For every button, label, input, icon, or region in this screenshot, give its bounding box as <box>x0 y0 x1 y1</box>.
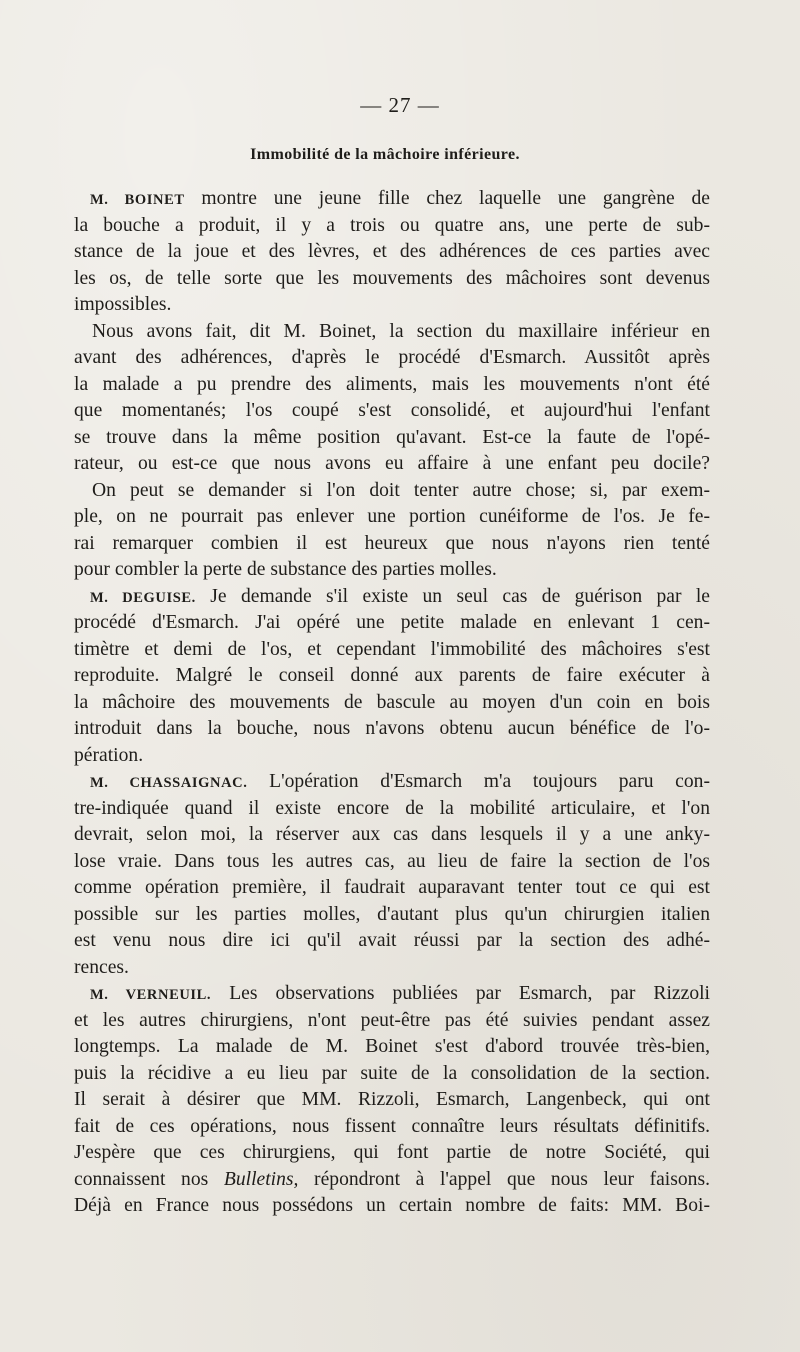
text-line: pour combler la perte de substance des parties molles. <box>74 559 497 580</box>
text-line: Déjà en France nous possédons un certain nombre de faits: MM. Boi- <box>74 1195 710 1216</box>
body-text <box>74 186 710 1220</box>
text-line: rateur, ou est-ce que nous avons eu affaire à une enfant peu docile? <box>74 453 710 474</box>
text-line: est venu nous dire ici qu'il avait réussi par la section des adhé- <box>74 930 710 951</box>
text-line: introduit dans la bouche, nous n'avons obtenu aucun bénéfice de l'o- <box>74 718 710 739</box>
text-line: avant des adhérences, d'après le procédé d'Esmarch. Aussitôt après <box>74 347 710 368</box>
text-line: fait de ces opérations, nous fissent connaître leurs résultats définitifs. <box>74 1115 710 1137</box>
text-line: timètre et demi de l'os, et cependant l'immobilité des mâchoires s'est <box>74 638 710 660</box>
text-line: lose vraie. Dans tous les autres cas, au lieu de faire la section de l'os <box>74 850 710 872</box>
text-line: que momentanés; l'os coupé s'est consolidé, et aujourd'hui l'enfant <box>74 400 710 421</box>
text-line: rai remarquer combien il est heureux que nous n'ayons rien tenté <box>74 532 710 554</box>
text-line: puis la récidive a eu lieu par suite de la consolidation de la section. <box>74 1062 710 1084</box>
text-line: possible sur les parties molles, d'autant plus qu'un chirurgien italien <box>74 903 710 925</box>
italic-title: Bulletins, <box>223 1168 299 1190</box>
text-line: et les autres chirurgiens, n'ont peut-être pas été suivies pendant assez <box>74 1009 710 1031</box>
speaker-name: M. BOINET <box>90 192 185 208</box>
text-line: devrait, selon moi, la réserver aux cas dans lesquels il y a une anky- <box>74 824 710 845</box>
text-line: longtemps. La malade de M. Boinet s'est d'abord trouvée très-bien, <box>74 1036 710 1057</box>
text-line: rences. <box>74 956 129 978</box>
text-line: connaissent nos Bulletins, répondront à l'appel que nous leur faisons. <box>74 1168 710 1190</box>
text-line: Nous avons fait, dit M. Boinet, la section du maxillaire inférieur en <box>92 320 710 342</box>
text-line: reproduite. Malgré le conseil donné aux parents de faire exécuter à <box>74 665 710 686</box>
speaker-name: M. VERNEUIL. <box>90 987 212 1003</box>
text-line: la bouche a produit, il y a trois ou quatre ans, une perte de sub- <box>74 214 710 236</box>
text-line: On peut se demander si l'on doit tenter autre chose; si, par exem- <box>92 479 710 501</box>
text-line: les os, de telle sorte que les mouvements des mâchoires sont devenus <box>74 267 710 289</box>
text-line: J'espère que ces chirurgiens, qui font partie de notre Société, qui <box>74 1142 710 1163</box>
text-line: pération. <box>74 744 144 766</box>
text-line: tre-indiquée quand il existe encore de la mobilité articulaire, et l'on <box>74 797 710 819</box>
text-line: M. VERNEUIL. Les observations publiées par Esmarch, par Rizzoli <box>90 983 710 1004</box>
text-line: stance de la joue et des lèvres, et des adhérences de ces parties avec <box>74 241 710 262</box>
page-number: — 27 — <box>360 93 440 117</box>
speaker-name: M. DEGUISE. <box>90 589 196 606</box>
text-line: procédé d'Esmarch. J'ai opéré une petite malade en enlevant 1 cen- <box>74 612 710 633</box>
text-line: comme opération première, il faudrait auparavant tenter tout ce qui est <box>74 877 710 898</box>
text-line: M. CHASSAIGNAC. L'opération d'Esmarch m'a toujours paru con- <box>90 771 710 792</box>
text-line: ple, on ne pourrait pas enlever une portion cunéiforme de l'os. Je fe- <box>74 506 710 527</box>
text-line: se trouve dans la même position qu'avant. Est-ce la faute de l'opé- <box>74 426 710 448</box>
text-line: la malade a pu prendre des aliments, mais les mouvements n'ont été <box>74 373 710 395</box>
section-title: Immobilité de la mâchoire inférieure. <box>250 146 520 163</box>
text-line: impossibles. <box>74 294 172 315</box>
speaker-name: M. CHASSAIGNAC. <box>90 775 248 791</box>
text-line: M. BOINET montre une jeune fille chez laquelle une gangrène de <box>90 188 710 209</box>
text-line: Il serait à désirer que MM. Rizzoli, Esmarch, Langenbeck, qui ont <box>74 1089 710 1110</box>
text-line: M. DEGUISE. Je demande s'il existe un seul cas de guérison par le <box>90 585 710 607</box>
text-line: la mâchoire des mouvements de bascule au moyen d'un coin en bois <box>74 691 710 713</box>
